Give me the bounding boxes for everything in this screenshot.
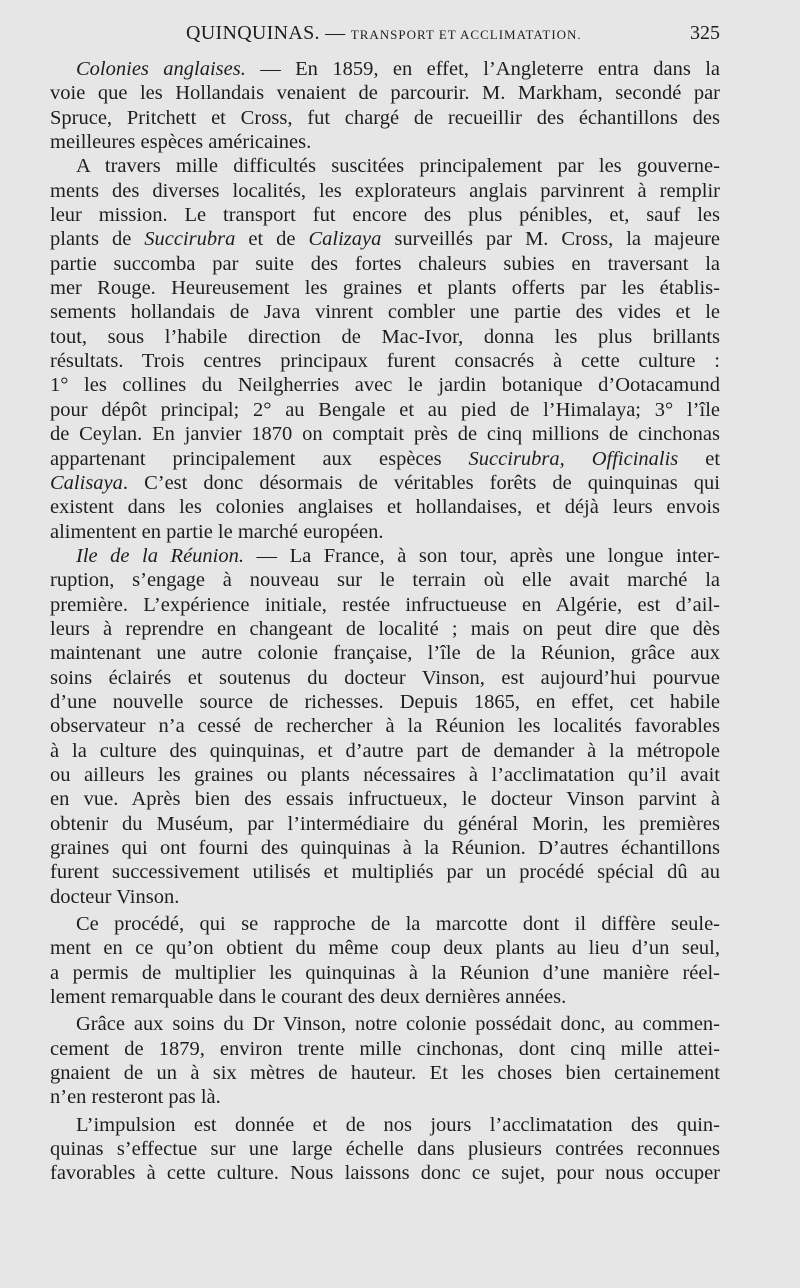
italic-text: Succirubra <box>144 228 236 251</box>
italic-text: Ile de la Réunion. <box>76 544 244 567</box>
text-segment: ruption, s’engage à nouveau sur le terrain où elle avait marché la <box>50 569 720 592</box>
text-segment: alimentent en partie le marché européen. <box>50 520 384 543</box>
text-segment: L’impulsion est donnée et de nos jours l’acclimatation des quin- <box>76 1113 720 1136</box>
text-line <box>50 568 720 592</box>
running-title-main: QUINQUINAS. — <box>186 22 346 44</box>
text-segment: voie que les Hollandais venaient de parcourir. M. Markham, secondé par <box>50 82 720 105</box>
text-line <box>50 1161 720 1185</box>
text-segment: Ce procédé, qui se rapproche de la marcotte dont il diffère seule- <box>76 913 720 936</box>
text-line <box>50 885 720 909</box>
text-segment: favorables à cette culture. Nous laissons donc ce sujet, pour nous occuper <box>50 1162 720 1185</box>
text-segment: Grâce aux soins du Dr Vinson, notre colonie possédait donc, au commen- <box>76 1013 720 1036</box>
text-segment: ment en ce qu’on obtient du même coup deux plants au lieu d’un seul, <box>50 937 720 960</box>
text-segment: observateur n’a cessé de rechercher à la Réunion les localités favorables <box>50 715 720 738</box>
text-line <box>50 1012 720 1036</box>
text-segment: quinas s’effectue sur une large échelle dans plusieurs contrées reconnues <box>50 1138 720 1161</box>
text-line <box>50 1113 720 1137</box>
page-number: 325 <box>690 22 720 44</box>
text-segment: Spruce, Pritchett et Cross, fut chargé de recueillir des échantillons des <box>50 106 720 129</box>
text-line <box>50 860 720 884</box>
italic-text: Calisaya <box>50 471 123 494</box>
text-line <box>50 106 720 130</box>
text-segment: première. L’expérience initiale, restée infructueuse en Algérie, est d’ail- <box>50 593 720 616</box>
running-title <box>186 22 582 45</box>
text-line <box>50 520 720 544</box>
text-segment: gnaient de un à six mètres de hauteur. Et les choses bien certainement <box>50 1062 720 1085</box>
text-line <box>50 252 720 276</box>
text-segment: — En 1859, en effet, l’Angleterre entra dans la <box>245 58 720 80</box>
text-segment: de Ceylan. En janvier 1870 on comptait près de cinq millions de cinchonas <box>50 423 720 446</box>
text-line <box>50 227 720 251</box>
text-segment: furent successivement utilisés et multipliés par un procédé spécial dû au <box>50 861 720 884</box>
text-line <box>50 593 720 617</box>
text-segment: surveillés par M. Cross, la majeure <box>381 228 720 251</box>
text-line <box>50 1137 720 1161</box>
text-segment: 1° les collines du Neilgherries avec le jardin botanique d’Ootacamund <box>50 374 720 397</box>
text-line <box>50 349 720 373</box>
text-line <box>50 739 720 763</box>
text-line <box>50 836 720 860</box>
running-title-sub: TRANSPORT ET ACCLIMATATION. <box>350 27 582 42</box>
text-segment: à la culture des quinquinas, et d’autre part de demander à la métropole <box>50 739 720 762</box>
text-segment: leur mission. Le transport fut encore des plus pénibles, et, sauf les <box>50 204 720 227</box>
italic-text: Succirubra, Officinalis <box>468 447 679 470</box>
text-segment: ou ailleurs les graines ou plants nécessaires à l’acclimatation qu’il avait <box>50 763 720 786</box>
body-text <box>50 57 720 1186</box>
text-line <box>50 495 720 519</box>
text-segment: obtenir du Muséum, par l’intermédiaire du général Morin, les premières <box>50 812 720 835</box>
text-segment: résultats. Trois centres principaux furent consacrés à cette culture : <box>50 350 720 373</box>
italic-text: Colonies anglaises. <box>76 58 246 80</box>
text-line <box>50 1085 720 1109</box>
text-segment: appartenant principalement aux espèces <box>50 447 469 470</box>
text-line <box>50 325 720 349</box>
text-segment: leurs à reprendre en changeant de localité ; mais on peut dire que dès <box>50 617 720 640</box>
text-line <box>50 203 720 227</box>
text-line <box>50 373 720 397</box>
text-line <box>50 57 720 81</box>
text-segment: A travers mille difficultés suscitées principalement par les gouverne- <box>76 155 720 178</box>
text-segment: — La France, à son tour, après une longue inter- <box>244 544 720 567</box>
text-line <box>50 447 720 471</box>
text-line <box>50 812 720 836</box>
text-segment: existent dans les colonies anglaises et hollandaises, et déjà leurs envois <box>50 496 720 519</box>
text-line <box>50 130 720 154</box>
text-line <box>50 690 720 714</box>
text-segment: a permis de multiplier les quinquinas à la Réunion d’une manière réel- <box>50 961 720 984</box>
text-line <box>50 422 720 446</box>
text-line <box>50 1037 720 1061</box>
text-segment: en vue. Après bien des essais infructueux, le docteur Vinson parvint à <box>50 788 720 811</box>
text-line <box>50 300 720 324</box>
text-line <box>50 936 720 960</box>
text-segment: plants de <box>50 228 145 251</box>
text-segment: meilleures espèces américaines. <box>50 131 312 154</box>
text-segment: lement remarquable dans le courant des deux dernières années. <box>50 986 567 1009</box>
text-line <box>50 787 720 811</box>
text-segment: maintenant une autre colonie française, l’île de la Réunion, grâce aux <box>50 642 720 665</box>
italic-text: Calizaya <box>308 228 382 251</box>
text-segment: pour dépôt principal; 2° au Bengale et au pied de l’Himalaya; 3° l’île <box>50 398 720 421</box>
text-segment: d’une nouvelle source de richesses. Depuis 1865, en effet, cet habile <box>50 690 720 713</box>
text-segment: graines qui ont fourni des quinquinas à la Réunion. D’autres échantillons <box>50 837 720 859</box>
text-segment: . C’est donc désormais de véritables forêts de quinquinas qui <box>122 471 720 494</box>
text-segment: sements hollandais de Java vinrent combler une partie des vides et le <box>50 301 720 324</box>
text-segment: mer Rouge. Heureusement les graines et plants offerts par les établis- <box>50 277 720 300</box>
text-line <box>50 666 720 690</box>
running-header <box>50 22 720 50</box>
text-line <box>50 912 720 936</box>
text-segment: soins éclairés et soutenus du docteur Vinson, est aujourd’hui pourvue <box>50 666 720 689</box>
text-line <box>50 179 720 203</box>
text-segment: cement de 1879, environ trente mille cinchonas, dont cinq mille attei- <box>50 1037 720 1060</box>
text-segment: docteur Vinson. <box>50 885 180 908</box>
text-line <box>50 544 720 568</box>
text-line <box>50 641 720 665</box>
text-line <box>50 985 720 1009</box>
text-line <box>50 961 720 985</box>
text-line <box>50 276 720 300</box>
text-segment: et <box>678 447 720 470</box>
text-segment: n’en resteront pas là. <box>50 1086 221 1109</box>
text-segment: tout, sous l’habile direction de Mac-Ivor, donna les plus brillants <box>50 325 720 348</box>
text-line <box>50 471 720 495</box>
text-segment: ments des diverses localités, les explorateurs anglais parvinrent à remplir <box>50 179 720 202</box>
text-segment: et de <box>235 228 309 251</box>
text-line <box>50 617 720 641</box>
text-segment: partie succomba par suite des fortes chaleurs subies en traversant la <box>50 252 720 275</box>
text-line <box>50 763 720 787</box>
text-line <box>50 1061 720 1085</box>
text-line <box>50 398 720 422</box>
text-line <box>50 154 720 178</box>
text-line <box>50 714 720 738</box>
text-line <box>50 81 720 105</box>
